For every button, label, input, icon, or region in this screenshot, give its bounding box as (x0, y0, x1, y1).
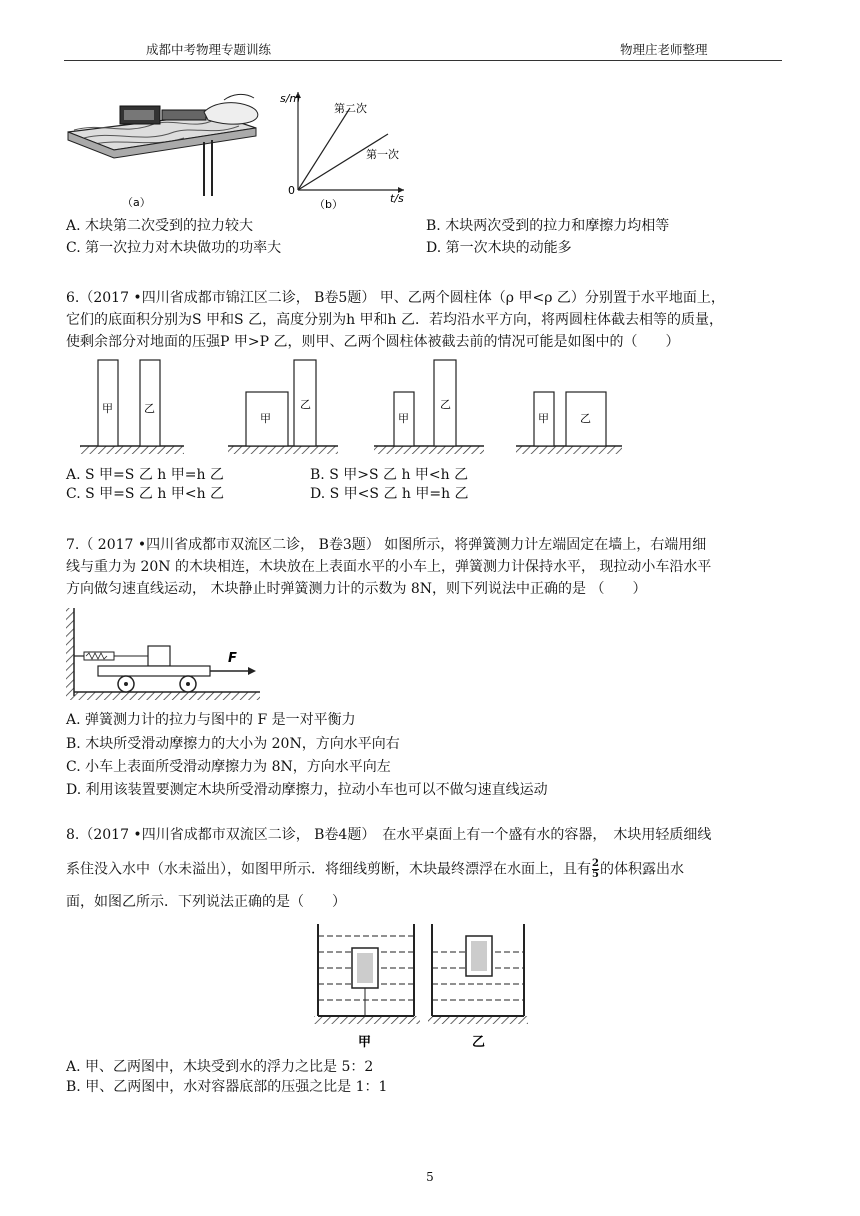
q5-option-b: B. 木块两次受到的拉力和摩擦力均相等 (426, 218, 670, 234)
axis-y-label: s/m (280, 92, 301, 105)
q8-option-b: B. 甲、乙两图中，水对容器底部的压强之比是 1：1 (66, 1079, 388, 1095)
q6-group-b (228, 360, 338, 454)
q7-option-b: B. 木块所受滑动摩擦力的大小为 20N，方向水平向右 (66, 736, 400, 752)
q8-line-2a: 系住没入水中（水未溢出），如图甲所示．将细线剪断，木块最终漂浮在水面上，且有 (66, 861, 591, 878)
q6-c-jia: 甲 (398, 412, 409, 425)
q8-frac-den: 5 (592, 869, 599, 880)
q6-d-jia: 甲 (538, 412, 549, 425)
header-right: 物理庄老师整理 (620, 42, 708, 57)
q7-option-a: A. 弹簧测力计的拉力与图中的 F 是一对平衡力 (66, 712, 356, 728)
q8-container-yi (428, 924, 528, 1050)
q6-option-b: B. S 甲>S 乙 h 甲<h 乙 (310, 467, 469, 483)
q6-option-a: A. S 甲=S 乙 h 甲=h 乙 (66, 467, 224, 483)
q8-line-2 (66, 859, 684, 880)
q6-a-jia: 甲 (102, 402, 113, 415)
q7-line-2: 线与重力为 20N 的木块相连，木块放在上表面水平的小车上，弹簧测力计保持水平， 现拉动小车沿水平 (66, 559, 712, 575)
q8-label-jia: 甲 (358, 1035, 372, 1050)
q6-a-yi: 乙 (144, 402, 155, 415)
q5-option-a: A. 木块第二次受到的拉力较大 (66, 218, 254, 234)
line-second-label: 第二次 (334, 102, 367, 115)
q6-d-yi: 乙 (580, 412, 591, 425)
q6-b-yi: 乙 (300, 398, 311, 411)
q7-line-3: 方向做匀速直线运动， 木块静止时弹簧测力计的示数为 8N，则下列说法中正确的是 （ ） (66, 581, 647, 597)
q5-option-d: D. 第一次木块的动能多 (426, 240, 572, 256)
q7-option-c: C. 小车上表面所受滑动摩擦力为 8N，方向水平向左 (66, 759, 391, 775)
origin-label: 0 (288, 184, 295, 197)
q6-group-c (374, 360, 484, 454)
q6-line-3: 使剩余部分对地面的压强P 甲>P 乙，则甲、乙两个圆柱体被截去前的情况可能是如图中的（ ） (66, 334, 680, 350)
q7-figure (64, 604, 264, 704)
header-rule (64, 60, 782, 61)
line-first-label: 第一次 (366, 148, 399, 161)
q6-figure (64, 352, 634, 456)
q5-option-c: C. 第一次拉力对木块做功的功率大 (66, 240, 282, 256)
q6-option-d: D. S 甲<S 乙 h 甲=h 乙 (310, 486, 469, 502)
q8-label-yi: 乙 (472, 1035, 486, 1050)
q6-b-jia: 甲 (260, 412, 271, 425)
q6-group-a (80, 360, 184, 454)
q8-frac-num: 2 (592, 858, 599, 869)
q7-option-d: D. 利用该装置要测定木块所受滑动摩擦力，拉动小车也可以不做匀速直线运动 (66, 782, 548, 798)
q6-c-yi: 乙 (440, 398, 451, 411)
q6-line-1: 6.（2017 •四川省成都市锦江区二诊， B卷5题） 甲、乙两个圆柱体（ρ 甲<ρ 乙）分别置于水平地面上， (66, 290, 725, 306)
axis-x-label: t/s (390, 192, 404, 205)
q8-figure (310, 918, 530, 1050)
header-left: 成都中考物理专题训练 (146, 42, 272, 57)
q8-line-2b: 的体积露出水 (599, 861, 684, 878)
q8-fraction (592, 859, 599, 880)
q5-fig-a-label: （a） (122, 196, 151, 209)
q8-line-3: 面，如图乙所示．下列说法正确的是（ ） (66, 894, 346, 910)
q5-fig-b-label: （b） (314, 198, 343, 211)
q5-figure-b (280, 86, 410, 212)
q5-figure-a (64, 92, 274, 210)
q8-container-jia (314, 924, 420, 1050)
q6-option-c: C. S 甲=S 乙 h 甲<h 乙 (66, 486, 225, 502)
q7-line-1: 7.（ 2017 •四川省成都市双流区二诊， B卷3题） 如图所示，将弹簧测力计左端固定在墙上，右端用细 (66, 537, 707, 553)
q7-force-label: F (228, 651, 237, 666)
q6-group-d (516, 392, 622, 454)
page-number: 5 (426, 1170, 434, 1184)
q8-line-1: 8.（2017 •四川省成都市双流区二诊， B卷4题） 在水平桌面上有一个盛有水的容器， 木块用轻质细线 (66, 827, 712, 843)
line-second (298, 108, 350, 190)
q8-option-a: A. 甲、乙两图中，木块受到水的浮力之比是 5：2 (66, 1059, 374, 1075)
line-first (298, 134, 388, 190)
q6-line-2: 它们的底面积分别为S 甲和S 乙，高度分别为h 甲和h 乙．若均沿水平方向，将两圆柱体截去相等的质量， (66, 312, 724, 328)
